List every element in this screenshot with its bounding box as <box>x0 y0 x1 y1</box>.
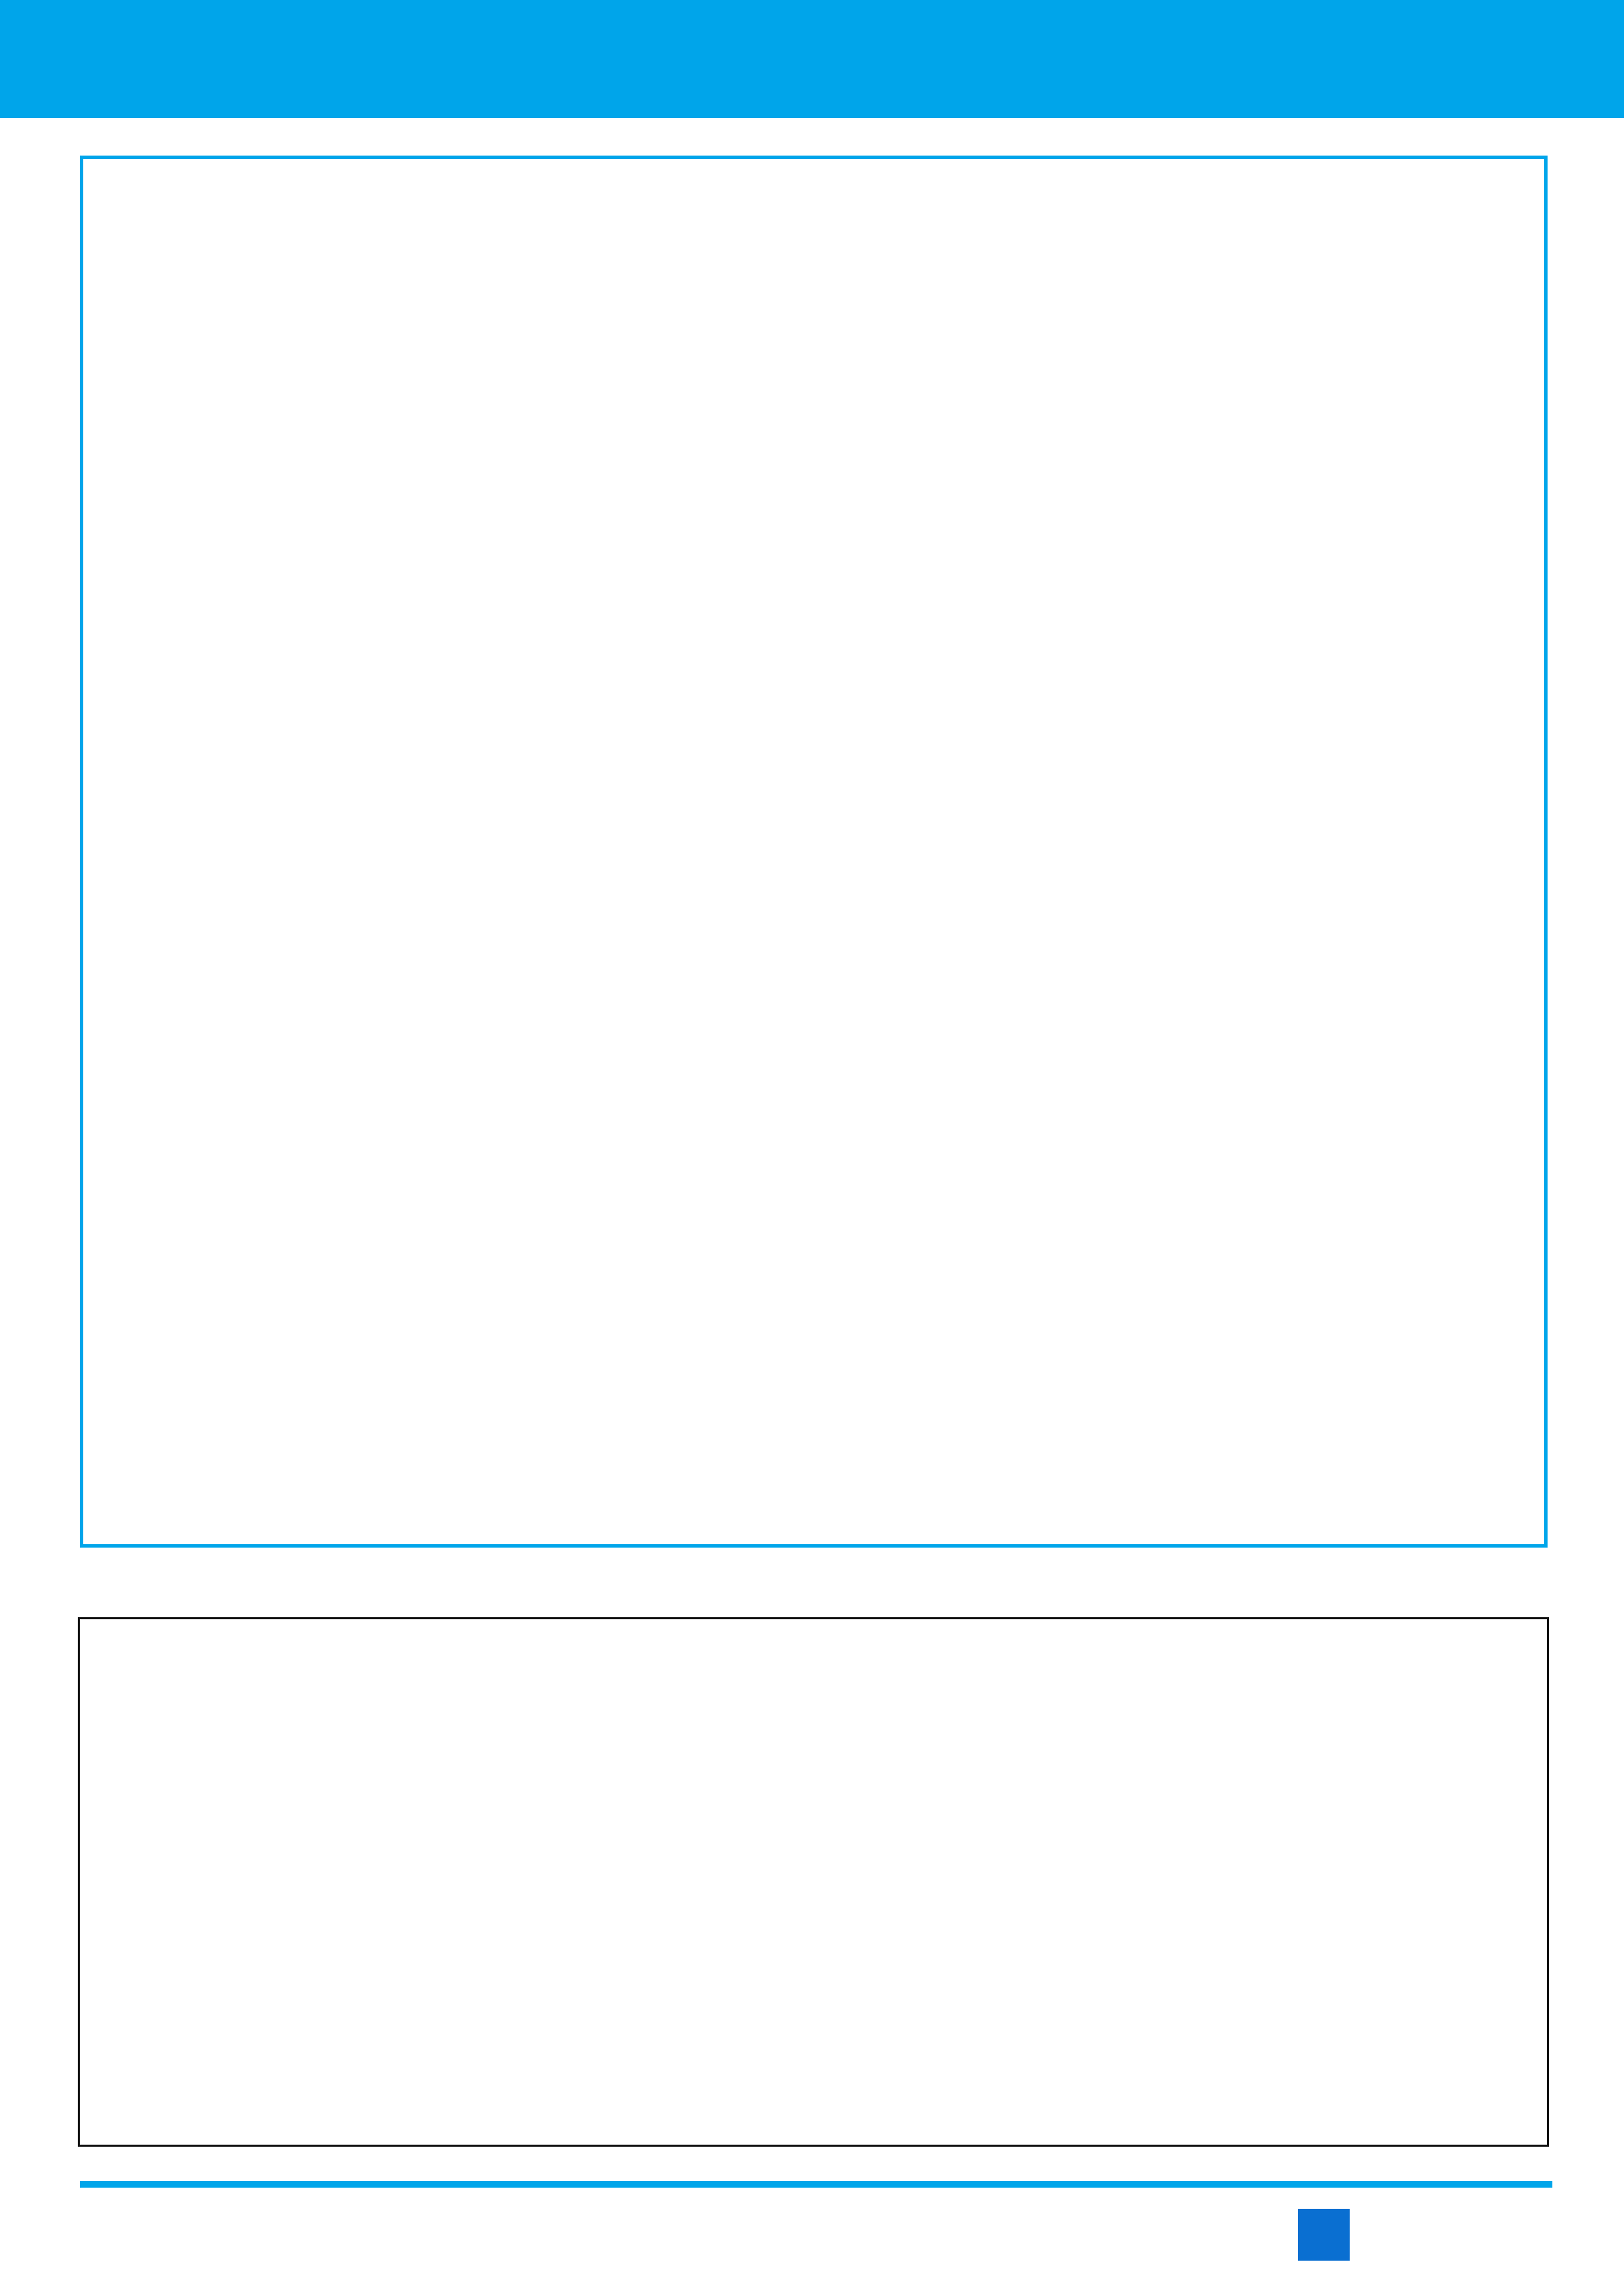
spec-table <box>78 1617 1549 2147</box>
logo-mark <box>1298 2209 1350 2261</box>
chart-frame <box>80 156 1548 1548</box>
nocchi-logo <box>1298 2207 1357 2262</box>
header-bar <box>0 0 1624 118</box>
footer-line <box>80 2181 1552 2188</box>
spec-table-grid <box>80 1619 1547 2145</box>
performance-chart <box>83 159 1544 1544</box>
